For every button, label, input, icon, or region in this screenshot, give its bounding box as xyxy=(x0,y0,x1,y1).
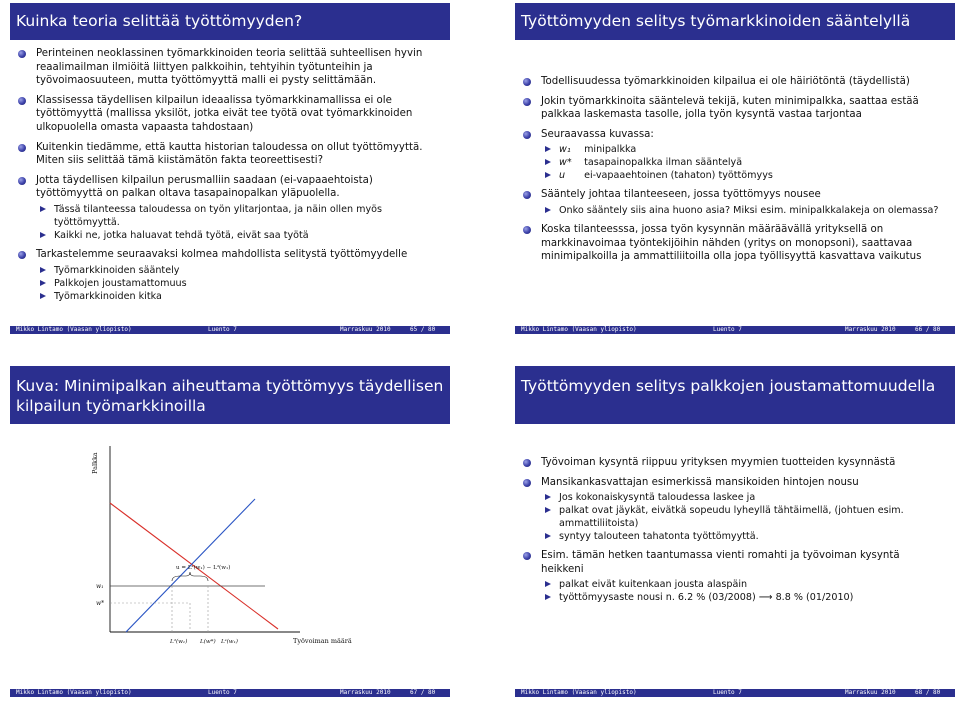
bullet-icon xyxy=(18,97,26,105)
triangle-bullet-icon xyxy=(40,280,46,286)
triangle-bullet-icon xyxy=(40,293,46,299)
sub-item: syntyy talouteen tahatonta työttömyyttä. xyxy=(545,530,945,543)
bullet-icon xyxy=(18,50,26,58)
labor-market-chart xyxy=(10,426,450,646)
sub-list xyxy=(541,204,945,217)
definition-item: w₁ minipalkka xyxy=(545,143,945,156)
unemployment-annotation: u = Lˢ(w₁) − Lᵈ(w₁) xyxy=(176,565,231,571)
sub-list xyxy=(541,143,945,182)
sub-list xyxy=(36,264,440,303)
bullet-item: Mansikankasvattajan esimerkissä mansikoiden hintojen nousu Jos kokonaiskysyntä taloudessa laskee ja palkat ovat jäykät, eivätkä sopeudu lyheyllä tähtäimellä, (johtuen esim. ammattiliitoista) syntyy talouteen tahatonta työttömyyttä. xyxy=(523,476,945,544)
bullet-item: Jotta täydellisen kilpailun perusmalliin saadaan (ei-vapaaehtoista) työttömyyttä on palkan oltava tasapainopalkan yläpuolella. Tässä tilanteessa taloudessa on työn ylitarjontaa, ja näin ollen myös työttömyyttä. Kaikki ne, jotka haluavat tehdä työtä, eivät saa työtä xyxy=(18,174,440,242)
bullet-icon xyxy=(18,144,26,152)
bullet-icon xyxy=(523,226,531,234)
bullet-item: Klassisessa täydellisen kilpailun ideaalissa työmarkkinamallissa ei ole työttömyyttä (mallissa yksilöt, jotka eivät tee työtä ovat työmarkkinoiden ulkopuolella omasta vapaasta tahdostaan) xyxy=(18,94,440,135)
slide-title: Työttömyyden selitys palkkojen joustamattomuudella xyxy=(515,366,955,424)
sub-item: Tässä tilanteessa taloudessa on työn ylitarjontaa, ja näin ollen myös työttömyyttä. xyxy=(40,203,440,229)
triangle-bullet-icon xyxy=(40,206,46,212)
footer-page: 65 / 80 xyxy=(410,326,436,333)
axes xyxy=(110,446,300,632)
slide-footer xyxy=(10,326,450,334)
bullet-icon xyxy=(523,479,531,487)
footer-author: Mikko Lintamo (Vaasan yliopisto) xyxy=(521,326,637,333)
slide-66 xyxy=(515,3,955,334)
slide-title: Työttömyyden selitys työmarkkinoiden sääntelyllä xyxy=(515,3,955,40)
wage-label-wstar: w* xyxy=(96,600,105,607)
quantity-label-supply: Lˢ(w₁) xyxy=(221,639,238,645)
sub-item: Onko sääntely siis aina huono asia? Miksi esim. minipalkkalakeja on olemassa? xyxy=(545,204,945,217)
bullet-icon xyxy=(523,191,531,199)
quantity-label-equilibrium: L(w*) xyxy=(200,639,216,645)
footer-author: Mikko Lintamo (Vaasan yliopisto) xyxy=(521,689,637,696)
slide-title: Kuinka teoria selittää työttömyyden? xyxy=(10,3,450,40)
slide-footer xyxy=(10,689,450,697)
triangle-bullet-icon xyxy=(545,581,551,587)
footer-lecture: Luento 7 xyxy=(713,326,742,333)
sub-list xyxy=(36,203,440,242)
triangle-bullet-icon xyxy=(545,172,551,178)
sub-item: Jos kokonaiskysyntä taloudessa laskee ja xyxy=(545,491,945,504)
triangle-bullet-icon xyxy=(545,146,551,152)
slide-content xyxy=(10,47,450,309)
triangle-bullet-icon xyxy=(545,159,551,165)
x-axis-label: Työvoiman määrä xyxy=(293,637,352,645)
footer-author: Mikko Lintamo (Vaasan yliopisto) xyxy=(16,326,132,333)
footer-author: Mikko Lintamo (Vaasan yliopisto) xyxy=(16,689,132,696)
footer-lecture: Luento 7 xyxy=(713,689,742,696)
triangle-bullet-icon xyxy=(40,267,46,273)
triangle-bullet-icon xyxy=(545,594,551,600)
slide-65 xyxy=(10,3,450,334)
sub-list xyxy=(541,578,945,604)
bullet-item: Seuraavassa kuvassa: w₁ minipalkka w* tasapainopalkka ilman sääntelyä u ei-vapaaehtoinen (tahaton) työttömyys xyxy=(523,128,945,183)
bullet-item: Koska tilanteesssa, jossa työn kysynnän määräävällä yrityksellä on markkinavoimaa työntekijöihin nähden (yritys on monopsoni), saattavaa minimipalkoilla ja ammattiliitoilla olla jopa työllisyyttä kasvattava vaikutus xyxy=(523,223,945,264)
sub-item: Työmarkkinoiden kitka xyxy=(40,290,440,303)
footer-page: 66 / 80 xyxy=(915,326,941,333)
slide-content xyxy=(515,75,955,270)
triangle-bullet-icon xyxy=(545,494,551,500)
slide-footer xyxy=(515,689,955,697)
footer-page: 67 / 80 xyxy=(410,689,436,696)
bullet-icon xyxy=(18,177,26,185)
bullet-item: Jokin työmarkkinoita sääntelevä tekijä, kuten minimipalkka, saattaa estää palkkaa laskemasta tasolle, jolla työn kysyntä vastaa tarjontaa xyxy=(523,95,945,122)
slide-68 xyxy=(515,366,955,697)
bullet-item: Tarkastelemme seuraavaksi kolmea mahdollista selitystä työttömyydelle Työmarkkinoiden sääntely Palkkojen joustamattomuus Työmarkkinoiden kitka xyxy=(18,248,440,303)
bullet-icon xyxy=(523,78,531,86)
triangle-bullet-icon xyxy=(545,207,551,213)
slide-content xyxy=(515,456,955,610)
bullet-icon xyxy=(523,131,531,139)
bullet-item: Työvoiman kysyntä riippuu yrityksen myymien tuotteiden kysynnästä xyxy=(523,456,945,470)
sub-item: palkat ovat jäykät, eivätkä sopeudu lyheyllä tähtäimellä, (johtuen esim. ammattiliitoista) xyxy=(545,504,945,530)
footer-lecture: Luento 7 xyxy=(208,326,237,333)
slide-title: Kuva: Minimipalkan aiheuttama työttömyys täydellisen kilpailun työmarkkinoilla xyxy=(10,366,450,424)
slide-footer xyxy=(515,326,955,334)
bullet-icon xyxy=(18,251,26,259)
bullet-icon xyxy=(523,552,531,560)
bullet-item: Perinteinen neoklassinen työmarkkinoiden teoria selittää suhteellisen hyvin reaalimailman ilmiöitä liittyen palkkoihin, tehtyihin työtunteihin ja työvoimaosuuteen, mutta työttömyyttä malli ei pysty selittämään. xyxy=(18,47,440,88)
sub-item: Kaikki ne, jotka haluavat tehdä työtä, eivät saa työtä xyxy=(40,229,440,242)
slide-67 xyxy=(10,366,450,697)
footer-date: Marraskuu 2010 xyxy=(845,326,896,333)
triangle-bullet-icon xyxy=(545,533,551,539)
bullet-icon xyxy=(523,98,531,106)
footer-date: Marraskuu 2010 xyxy=(340,326,391,333)
triangle-bullet-icon xyxy=(545,507,551,513)
bullet-item: Esim. tämän hetken taantumassa vienti romahti ja työvoiman kysyntä heikkeni palkat eivät kuitenkaan jousta alaspäin työttömyysaste nousi n. 6.2 % (03/2008) ⟶ 8.8 % (01/2010) xyxy=(523,549,945,604)
definition-item: u ei-vapaaehtoinen (tahaton) työttömyys xyxy=(545,169,945,182)
bullet-item: Todellisuudessa työmarkkinoiden kilpailua ei ole häiriötöntä (täydellistä) xyxy=(523,75,945,89)
bullet-item: Kuitenkin tiedämme, että kautta historian taloudessa on ollut työttömyyttä. Miten siis selittää tämä kiistämätön fakta teoreettisesti? xyxy=(18,141,440,168)
definition-item: w* tasapainopalkka ilman sääntelyä xyxy=(545,156,945,169)
sub-item: Työmarkkinoiden sääntely xyxy=(40,264,440,277)
sub-item: Palkkojen joustamattomuus xyxy=(40,277,440,290)
footer-lecture: Luento 7 xyxy=(208,689,237,696)
bullet-item: Sääntely johtaa tilanteeseen, jossa työttömyys nousee Onko sääntely siis aina huono asia? Miksi esim. minipalkkalakeja on olemassa? xyxy=(523,188,945,217)
triangle-bullet-icon xyxy=(40,232,46,238)
y-axis-label: Palkka xyxy=(91,452,99,474)
quantity-label-demand: Lᵈ(w₁) xyxy=(170,639,188,645)
sub-item: palkat eivät kuitenkaan jousta alaspäin xyxy=(545,578,945,591)
wage-label-w1: w₁ xyxy=(96,583,104,590)
bullet-icon xyxy=(523,459,531,467)
footer-date: Marraskuu 2010 xyxy=(845,689,896,696)
footer-page: 68 / 80 xyxy=(915,689,941,696)
sub-item: työttömyysaste nousi n. 6.2 % (03/2008) ⟶ 8.8 % (01/2010) xyxy=(545,591,945,604)
footer-date: Marraskuu 2010 xyxy=(340,689,391,696)
sub-list xyxy=(541,491,945,543)
